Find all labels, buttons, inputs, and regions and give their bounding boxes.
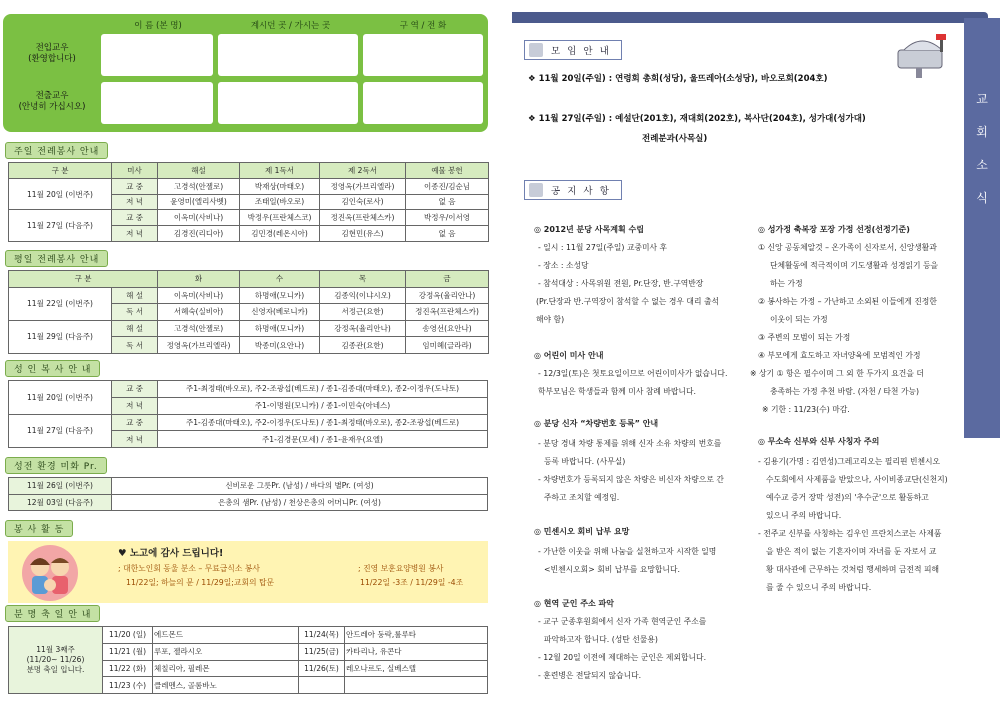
col-header: 금 bbox=[406, 271, 489, 288]
table-cell: 주1-이명원(모니카) / 종1-이민숙(아네스) bbox=[158, 397, 488, 414]
table-cell: 박재상(마태오) bbox=[240, 178, 320, 194]
week-label: 12월 03일 (다음주) bbox=[9, 494, 112, 511]
mailbox-icon bbox=[892, 30, 956, 80]
table-cell: 김민경(레온시아) bbox=[240, 226, 320, 242]
notice-text: - 분당 경내 차량 통제를 위해 신자 소유 차량의 번호를 bbox=[538, 439, 722, 448]
table-cell: 이옥미(사비나) bbox=[158, 210, 240, 226]
notice-text: - 일시 : 11월 27일(주일) 교중미사 후 bbox=[538, 243, 668, 252]
notice-text: - 가난한 이웃을 위해 나눔을 실천하고자 시작한 일명 bbox=[538, 547, 717, 556]
col-header-name: 이 름 (본 명) bbox=[134, 21, 182, 31]
sunday-title: 주일 전례봉사 안내 bbox=[5, 142, 108, 159]
side-tab-char: 교 bbox=[976, 92, 988, 106]
district-out-field[interactable] bbox=[363, 82, 483, 124]
church-news-tab bbox=[964, 18, 1000, 438]
meeting-line: 전례분과(사목실) bbox=[642, 134, 708, 144]
role-label: 해 설 bbox=[112, 287, 158, 304]
table-cell: 고경석(안젤로) bbox=[158, 320, 240, 337]
mass-label: 저 녁 bbox=[112, 226, 158, 242]
notice-title: 공 지 사 항 bbox=[551, 186, 611, 197]
col-header-district: 구 역 / 전 화 bbox=[399, 21, 447, 31]
notice-text: - 교구 군종후원회에서 신자 가족 현역군인 주소를 bbox=[538, 617, 707, 626]
mass-label: 저 녁 bbox=[112, 194, 158, 210]
name-out-field[interactable] bbox=[101, 82, 213, 124]
feast-date: 11/24(목) bbox=[299, 627, 345, 644]
notice-text: 해야 함) bbox=[536, 315, 565, 324]
feast-saint: 카타리나, 유콘다 bbox=[345, 643, 488, 660]
feast-saint: 클레멘스, 골롬바노 bbox=[153, 677, 299, 694]
table-cell: 조태일(바오로) bbox=[240, 194, 320, 210]
side-tab-char: 회 bbox=[976, 125, 988, 139]
table-cell: 송영선(요안나) bbox=[406, 320, 489, 337]
feast-date: 11/22 (화) bbox=[103, 660, 153, 677]
table-cell: 김경진(리디아) bbox=[158, 226, 240, 242]
weekday-table bbox=[8, 270, 489, 354]
notice-text: - 김용기(가명 : 김연성)그레고리오는 필리핀 빈첸시오 bbox=[758, 457, 941, 466]
notice-text: 주하고 조치할 예정임. bbox=[544, 493, 620, 502]
week-label: 11월 26일 (이번주) bbox=[9, 478, 112, 495]
table-cell: 은총의 샘Pr. (남성) / 천상은총의 어머니Pr. (여성) bbox=[112, 494, 488, 511]
feast-date bbox=[299, 677, 345, 694]
service-left-1: ; 대한노인회 동울 분소 – 무료급식소 봉사 bbox=[118, 564, 260, 573]
notice-text: 을 받은 적이 없는 기혼자이며 자녀를 둔 자로서 교 bbox=[766, 547, 937, 556]
place-out-field[interactable] bbox=[218, 82, 358, 124]
feast-saint: 루포, 젤라시오 bbox=[153, 643, 299, 660]
feast-saint bbox=[345, 677, 488, 694]
mass-label: 교 중 bbox=[112, 178, 158, 194]
feast-date: 11/26(토) bbox=[299, 660, 345, 677]
altar-title: 성 인 복 사 안 내 bbox=[5, 360, 100, 377]
notice-text: ② 봉사하는 가정 – 가난하고 소외된 이들에게 진정한 bbox=[758, 297, 937, 306]
notice-text: 충족하는 가정 추천 바람. (자천 / 타천 가능) bbox=[770, 387, 920, 396]
notice-text: ※ 기한 : 11/23(수) 마감. bbox=[762, 405, 850, 414]
notice-text: - 참석대상 : 사목위원 전원, Pr.단장, 반.구역반장 bbox=[538, 279, 704, 288]
meeting-line: ❖ 11월 20일(주일) : 연령회 총회(성당), 울뜨레아(소성당), 바오로회(204호) bbox=[528, 74, 828, 84]
feast-saint: 안드레아 둥락,룰루타 bbox=[345, 627, 488, 644]
feast-saint: 레오나르도, 실베스텔 bbox=[345, 660, 488, 677]
col-header: 해설 bbox=[158, 163, 240, 179]
notice-heading: ◎ 분당 신자 “차량번호 등록” 안내 bbox=[534, 419, 659, 428]
feast-label-line: (11/20~ 11/26) bbox=[26, 654, 85, 664]
table-cell: 고경석(안젤로) bbox=[158, 178, 240, 194]
table-cell: 강정옥(율리안나) bbox=[406, 287, 489, 304]
notice-heading: ◎ 무소속 신부와 신부 사칭자 주의 bbox=[758, 437, 880, 446]
eucharist-table bbox=[8, 477, 488, 511]
notice-text: 등록 바랍니다. (사무실) bbox=[544, 457, 626, 466]
notice-text: <빈첸시오회> 회비 납부를 요망합니다. bbox=[544, 565, 680, 574]
transfer-out-label: 전출교우 (안녕히 가십시오) bbox=[18, 90, 86, 112]
service-right-1: ; 진영 보훈요양병원 봉사 bbox=[358, 564, 444, 573]
table-cell: 신영자(베로니카) bbox=[240, 304, 320, 321]
table-cell: 박정우(프란체스코) bbox=[240, 210, 320, 226]
service-title: 봉 사 활 동 bbox=[5, 520, 73, 537]
service-left-2: 11/22일; 하늘의 문 / 11/29일;교회의 탑문 bbox=[126, 578, 275, 587]
feast-saint: 체칠리아, 필레몬 bbox=[153, 660, 299, 677]
pin-icon bbox=[529, 43, 543, 57]
mass-label: 교 중 bbox=[112, 414, 158, 431]
notice-text: (Pr.단장과 반.구역장이 참석할 수 없는 경우 대리 출석 bbox=[536, 297, 720, 306]
col-header: 제 2독서 bbox=[320, 163, 406, 179]
eucharist-title: 성전 환경 미화 Pr. bbox=[5, 457, 107, 474]
notice-text: 하는 가정 bbox=[770, 279, 803, 288]
notice-text: 예수교 증거 장막 성전)의 '추수군'으로 활동하고 bbox=[766, 493, 929, 502]
feast-saint: 에드몬드 bbox=[153, 627, 299, 644]
table-cell: 김종관(요한) bbox=[320, 337, 406, 354]
meeting-line: ❖ 11월 27일(주일) : 예설단(201호), 재대회(202호), 복사단(204호), 성가대(성가대) bbox=[528, 114, 866, 124]
col-header: 구 분 bbox=[9, 163, 112, 179]
feast-date: 11/21 (월) bbox=[103, 643, 153, 660]
notice-text: - 훈련병은 전달되지 않습니다. bbox=[538, 671, 642, 680]
table-cell: 임미혜(글라라) bbox=[406, 337, 489, 354]
role-label: 독 서 bbox=[112, 304, 158, 321]
notice-text: 학부모님은 학생들과 함께 미사 참례 바랍니다. bbox=[538, 387, 696, 396]
col-header: 화 bbox=[158, 271, 240, 288]
table-cell: 없 음 bbox=[406, 226, 489, 242]
col-header: 미사 bbox=[112, 163, 158, 179]
service-heading: ♥ 노고에 감사 드립니다! bbox=[118, 548, 224, 559]
col-header: 구 분 bbox=[9, 271, 158, 288]
notice-text: ① 신앙 공동체알것 – 온가족이 신자로서, 신앙생활과 bbox=[758, 243, 937, 252]
notice-text: - 12/3일(토)은 첫토요일이므로 어린이미사가 없습니다. bbox=[538, 369, 728, 378]
feast-date: 11/25(금) bbox=[299, 643, 345, 660]
table-cell: 윤영미(엘리사벳) bbox=[158, 194, 240, 210]
table-cell: 주1-최정태(바오로), 주2-조광섭(베드로) / 종1-김종대(마태오), 종2-이정우(도나토) bbox=[158, 381, 488, 398]
side-tab-char: 식 bbox=[976, 191, 988, 205]
table-cell: 없 음 bbox=[406, 194, 489, 210]
feast-date: 11/20 (일) bbox=[103, 627, 153, 644]
mass-label: 저 녁 bbox=[112, 431, 158, 448]
feast-date: 11/23 (수) bbox=[103, 677, 153, 694]
role-label: 독 서 bbox=[112, 337, 158, 354]
table-cell: 정영옥(가브리엘라) bbox=[158, 337, 240, 354]
table-cell: 정진옥(프란체스카) bbox=[320, 210, 406, 226]
newcomer-box bbox=[3, 14, 488, 132]
notice-heading: ◎ 성가정 축복장 포장 가정 선정(선정기준) bbox=[758, 225, 910, 234]
notice-text: 를 줄 수 있으니 주의 바랍니다. bbox=[766, 583, 872, 592]
place-in-field[interactable] bbox=[218, 34, 358, 76]
table-cell: 김종익(이냐시오) bbox=[320, 287, 406, 304]
table-cell: 서혜숙(실비아) bbox=[158, 304, 240, 321]
week-label: 11월 20일 (이번주) bbox=[9, 178, 112, 210]
notice-text: 단체활동에 적극적이며 기도생활과 성경읽기 등을 bbox=[770, 261, 939, 270]
notice-heading: ◎ 현역 군인 주소 파악 bbox=[534, 599, 614, 608]
table-cell: 이종진/김순님 bbox=[406, 178, 489, 194]
week-label: 11월 27일 (다음주) bbox=[9, 414, 112, 448]
table-cell: 박종미(요안나) bbox=[240, 337, 320, 354]
notice-text: - 장소 : 소성당 bbox=[538, 261, 589, 270]
col-header: 예물 봉헌 bbox=[406, 163, 489, 179]
role-label: 해 설 bbox=[112, 320, 158, 337]
notice-text: - 전주교 신부를 사칭하는 김우인 프란치스코는 사제품 bbox=[758, 529, 942, 538]
notice-text: 있으니 주의 바랍니다. bbox=[766, 511, 842, 520]
feast-table bbox=[8, 626, 488, 694]
col-header: 수 bbox=[240, 271, 320, 288]
mass-label: 교 중 bbox=[112, 381, 158, 398]
notice-text: ③ 주변의 모범이 되는 가정 bbox=[758, 333, 851, 342]
district-in-field[interactable] bbox=[363, 34, 483, 76]
week-label: 11월 20일 (이번주) bbox=[9, 381, 112, 415]
notice-heading: ◎ 2012년 분당 사목계획 수립 bbox=[534, 225, 644, 234]
weekday-title: 평일 전례봉사 안내 bbox=[5, 250, 108, 267]
family-illustration-icon bbox=[14, 541, 86, 603]
table-cell: 신비로운 그릇Pr. (남성) / 바다의 별Pr. (여성) bbox=[112, 478, 488, 495]
right-panel bbox=[512, 0, 1000, 705]
mass-label: 교 중 bbox=[112, 210, 158, 226]
notice-text: 수도회에서 사제품을 받았으나, 사이비종교단(신천지) bbox=[766, 475, 948, 484]
table-cell: 하명애(모니카) bbox=[240, 287, 320, 304]
table-cell: 주1-김종대(마태오), 주2-이정우(도나토) / 종1-최정태(바오로), 종2-조광섭(베드로) bbox=[158, 414, 488, 431]
table-cell: 하명애(모니카) bbox=[240, 320, 320, 337]
table-cell: 이옥미(사비나) bbox=[158, 287, 240, 304]
notice-text: ※ 상기 ① 항은 필수이며 그 외 한 두가지 요건을 더 bbox=[750, 369, 924, 378]
sunday-table bbox=[8, 162, 489, 242]
notice-text: ④ 부모에게 효도하고 자녀양육에 모범적인 가정 bbox=[758, 351, 921, 360]
table-cell: 김현민(유스) bbox=[320, 226, 406, 242]
table-cell: 강정옥(율리안나) bbox=[320, 320, 406, 337]
notice-text: - 차량번호가 등록되지 않은 차량은 비신자 차량으로 간 bbox=[538, 475, 724, 484]
notice-heading: ◎ 어린이 미사 안내 bbox=[534, 351, 604, 360]
notice-text: - 12월 20일 이전에 제대하는 군인은 제외합니다. bbox=[538, 653, 707, 662]
feast-label-line: 11월 3째주 bbox=[36, 644, 75, 654]
col-header-place: 계시던 곳 / 가시는 곳 bbox=[250, 21, 331, 31]
table-cell: 김인숙(로사) bbox=[320, 194, 406, 210]
transfer-in-label: 전입교우 (환영합니다) bbox=[28, 42, 76, 64]
notice-text: 황 대사관에 근무하는 것처럼 행세하며 금전적 피해 bbox=[766, 565, 940, 574]
feast-label-line: 분명 축일 입니다. bbox=[26, 665, 85, 675]
meeting-title: 모 임 안 내 bbox=[551, 46, 611, 57]
table-cell: 서정근(요한) bbox=[320, 304, 406, 321]
mass-label: 저 녁 bbox=[112, 397, 158, 414]
altar-table bbox=[8, 380, 488, 448]
col-header: 목 bbox=[320, 271, 406, 288]
week-label: 11월 27일 (다음주) bbox=[9, 210, 112, 242]
meeting-title-box bbox=[524, 40, 622, 60]
notice-text: 파악하고자 합니다. (성탄 선물용) bbox=[544, 635, 658, 644]
table-cell: 주1-김경문(모세) / 종1-윤재우(요엘) bbox=[158, 431, 488, 448]
service-banner bbox=[8, 541, 488, 603]
table-cell: 정진옥(프란체스카) bbox=[406, 304, 489, 321]
week-label: 11월 22일 (이번주) bbox=[9, 287, 112, 320]
table-cell: 정영옥(가브리엘라) bbox=[320, 178, 406, 194]
col-header: 제 1독서 bbox=[240, 163, 320, 179]
feast-week-label bbox=[9, 627, 103, 694]
side-tab-char: 소 bbox=[976, 158, 988, 172]
name-in-field[interactable] bbox=[101, 34, 213, 76]
service-right-2: 11/22일 -3조 / 11/29일 -4조 bbox=[360, 578, 464, 587]
week-label: 11월 29일 (다음주) bbox=[9, 320, 112, 353]
notice-heading: ◎ 민센시오 회비 납부 요망 bbox=[534, 527, 630, 536]
table-cell: 박정우/이서영 bbox=[406, 210, 489, 226]
notice-text: 이웃이 되는 가정 bbox=[770, 315, 828, 324]
header-bar bbox=[512, 12, 988, 23]
anointing-title: 분 명 축 일 안 내 bbox=[5, 605, 100, 622]
pin-icon bbox=[529, 183, 543, 197]
notice-title-box bbox=[524, 180, 622, 200]
